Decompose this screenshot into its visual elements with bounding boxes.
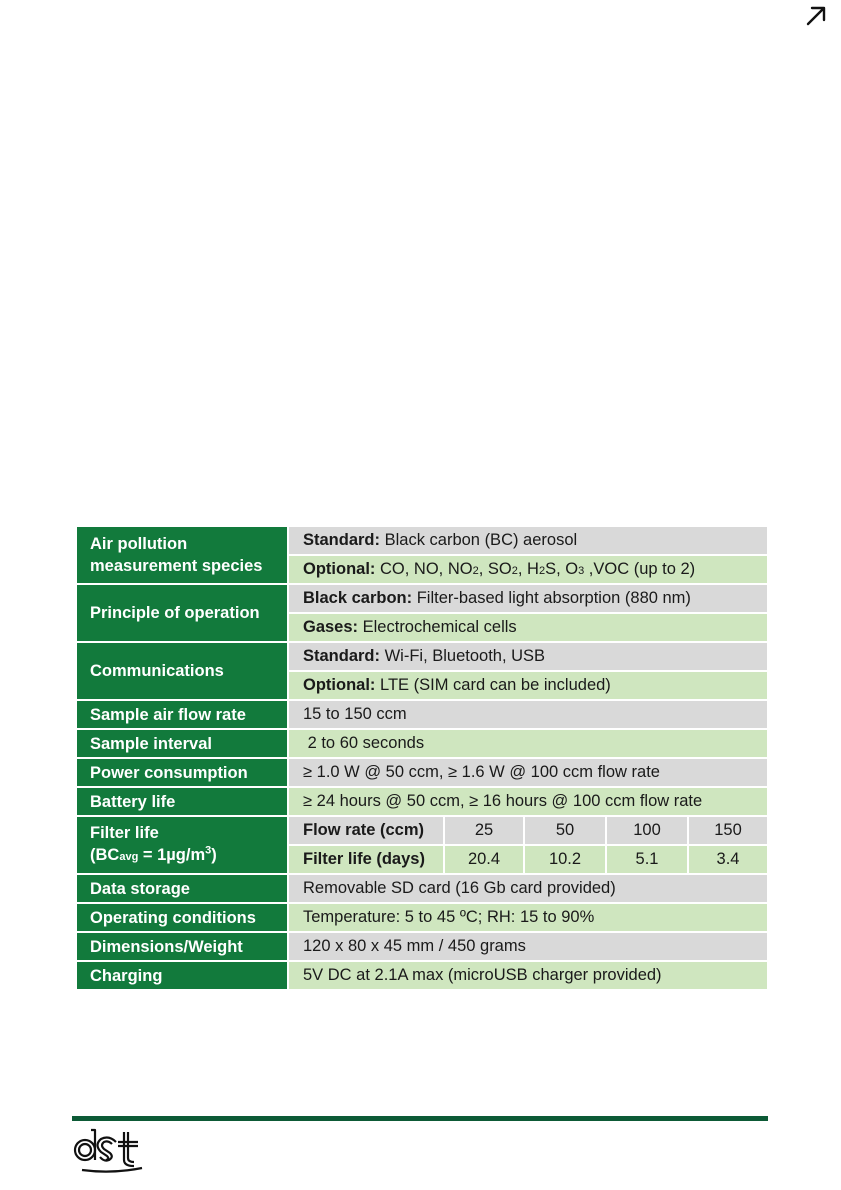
table-row [76,816,768,845]
corner-arrow-icon [804,4,828,28]
battery-value: ≥ 24 hours @ 50 ccm, ≥ 16 hours @ 100 ccm flow rate [288,787,768,816]
comm-standard-cell: Standard: Wi-Fi, Bluetooth, USB [288,642,768,671]
row-label-filter: Filter life (BCavg = $1\mu g/m^3$) [76,816,288,874]
principle-gas-cell: Gases: Electrochemical cells [288,613,768,642]
air-optional-cell: Optional: CO, NO, NO2, SO2, H2S, O3 ,VOC (up to 2) [288,555,768,584]
table-row [76,758,768,787]
row-label-communications: Communications [76,642,288,700]
table-row [76,932,768,961]
row-label-storage: Data storage [76,874,288,903]
filter-life-value: 3.4 [688,845,768,874]
table-row [76,700,768,729]
interval-value: 2 to 60 seconds [288,729,768,758]
storage-value: Removable SD card (16 Gb card provided) [288,874,768,903]
filter-flow-value: 150 [688,816,768,845]
table-row [76,526,768,555]
row-label-charging: Charging [76,961,288,990]
table-row [76,961,768,990]
filter-flow-value: 25 [444,816,524,845]
table-row [76,787,768,816]
table-row [76,584,768,613]
flow-rate-value: 15 to 150 ccm [288,700,768,729]
row-label-principle: Principle of operation [76,584,288,642]
principle-bc-cell: Black carbon: Filter-based light absorption (880 nm) [288,584,768,613]
power-value: ≥ 1.0 W @ 50 ccm, ≥ 1.6 W @ 100 ccm flow rate [288,758,768,787]
row-label-air-pollution: Air pollution measurement species [76,526,288,584]
filter-flow-value: 100 [606,816,688,845]
filter-life-value: 20.4 [444,845,524,874]
dst-logo [72,1126,146,1176]
operating-value: Temperature: 5 to 45 ºC; RH: 15 to 90% [288,903,768,932]
row-label-power: Power consumption [76,758,288,787]
air-standard-cell: Standard: Black carbon (BC) aerosol [288,526,768,555]
row-label-interval: Sample interval [76,729,288,758]
filter-life-value: 5.1 [606,845,688,874]
row-label-dimensions: Dimensions/Weight [76,932,288,961]
filter-life-value: 10.2 [524,845,606,874]
footer-rule [72,1116,768,1121]
comm-optional-cell: Optional: LTE (SIM card can be included) [288,671,768,700]
table-row [76,903,768,932]
dimensions-value: 120 x 80 x 45 mm / 450 grams [288,932,768,961]
filter-life-header: Filter life (days) [288,845,444,874]
table-row [76,874,768,903]
table-row [76,729,768,758]
row-label-battery: Battery life [76,787,288,816]
row-label-flow-rate: Sample air flow rate [76,700,288,729]
filter-flow-header: Flow rate (ccm) [288,816,444,845]
table-row [76,642,768,671]
spec-table [75,525,769,991]
filter-flow-value: 50 [524,816,606,845]
charging-value: 5V DC at 2.1A max (microUSB charger provided) [288,961,768,990]
row-label-operating: Operating conditions [76,903,288,932]
